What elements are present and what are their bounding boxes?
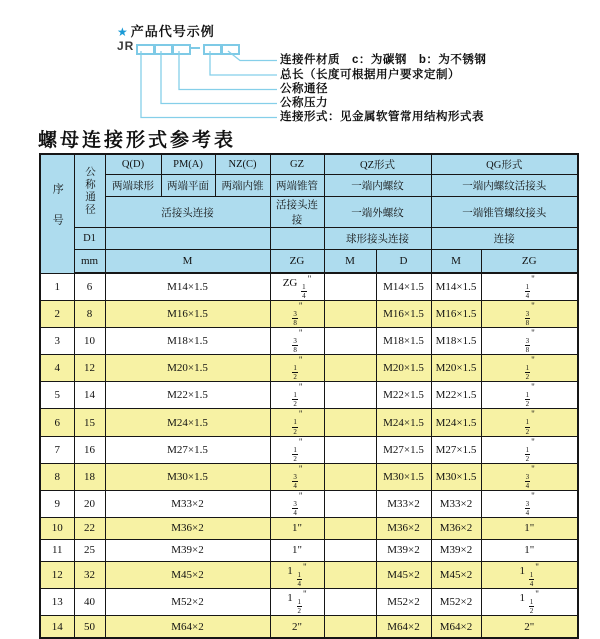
code-field-box-1 — [136, 44, 155, 55]
qz-m-cell — [324, 517, 376, 539]
m-cell: M64×2 — [105, 616, 270, 639]
qg-zg-cell: $\frac{3}{8}$ " — [481, 328, 578, 355]
qg-m-cell: M36×2 — [431, 517, 481, 539]
table-row — [40, 616, 578, 639]
row-no-cell: 9 — [40, 490, 74, 517]
gz-cell: $\frac{1}{2}$ " — [270, 409, 324, 436]
col-header-seq: 序号 — [40, 154, 74, 273]
qz-d-cell: M27×1.5 — [376, 436, 431, 463]
unit-m: M — [105, 250, 270, 274]
qg-m-cell: M52×2 — [431, 588, 481, 615]
code-dash — [190, 47, 200, 49]
product-code-heading — [117, 21, 215, 40]
unit-qg-zg: ZG — [481, 250, 578, 274]
qz-d-cell: M45×2 — [376, 561, 431, 588]
gz-cell: 2" — [270, 616, 324, 639]
m-cell: M33×2 — [105, 490, 270, 517]
row-no-cell: 2 — [40, 301, 74, 328]
header-unit: mm — [74, 250, 105, 274]
qz-d-cell: M52×2 — [376, 588, 431, 615]
qz-m-cell — [324, 382, 376, 409]
gz-cell: 1 $\frac{1}{4}$ " — [270, 561, 324, 588]
col-header-gz: GZ — [270, 154, 324, 175]
qg-m-cell: M24×1.5 — [431, 409, 481, 436]
qz-d-cell: M30×1.5 — [376, 463, 431, 490]
label-nominal-pressure: 公称压力 — [280, 97, 328, 109]
m-cell: M20×1.5 — [105, 355, 270, 382]
qg-m-cell: M22×1.5 — [431, 382, 481, 409]
qz-m-cell — [324, 328, 376, 355]
label-total-length: 总长（长度可根据用户要求定制） — [280, 68, 460, 81]
m-cell: M27×1.5 — [105, 436, 270, 463]
dn-cell: 6 — [74, 273, 105, 301]
code-field-box-5 — [221, 44, 240, 55]
row-no-cell: 6 — [40, 409, 74, 436]
ends-pm: 两端平面 — [161, 175, 215, 197]
code-field-box-3 — [172, 44, 191, 55]
col-header-qd: Q(D) — [105, 154, 161, 175]
qg-zg-cell: $\frac{1}{2}$ " — [481, 355, 578, 382]
qg-m-cell: M20×1.5 — [431, 355, 481, 382]
table-row — [40, 355, 578, 382]
dn-cell: 20 — [74, 490, 105, 517]
dn-cell: 40 — [74, 588, 105, 615]
dn-cell: 16 — [74, 436, 105, 463]
qg-m-cell: M14×1.5 — [431, 273, 481, 301]
dn-cell: 14 — [74, 382, 105, 409]
row-no-cell: 8 — [40, 463, 74, 490]
dn-cell: 8 — [74, 301, 105, 328]
m-cell: M16×1.5 — [105, 301, 270, 328]
qg-m-cell: M16×1.5 — [431, 301, 481, 328]
product-code-heading-text: 产品代号示例 — [130, 24, 215, 39]
dn-cell: 15 — [74, 409, 105, 436]
m-cell: M22×1.5 — [105, 382, 270, 409]
table-row — [40, 561, 578, 588]
gz-cell: $\frac{1}{2}$ " — [270, 436, 324, 463]
qz-d-cell: M24×1.5 — [376, 409, 431, 436]
nut-connection-table — [39, 153, 579, 639]
m-cell: M36×2 — [105, 517, 270, 539]
m-cell: M18×1.5 — [105, 328, 270, 355]
gz-cell: 1" — [270, 517, 324, 539]
conn-qpn: 活接头连接 — [105, 197, 270, 228]
row-no-cell: 10 — [40, 517, 74, 539]
unit-qz-d: D — [376, 250, 431, 274]
dn-cell: 22 — [74, 517, 105, 539]
qz-d-cell: M18×1.5 — [376, 328, 431, 355]
ends-nz: 两端内锥 — [215, 175, 270, 197]
qz-m-cell — [324, 273, 376, 301]
label-nominal-diameter: 公称通径 — [280, 83, 328, 95]
m-cell: M52×2 — [105, 588, 270, 615]
ends-qg: 一端内螺纹活接头 — [431, 175, 578, 197]
gz-cell: 1" — [270, 539, 324, 561]
unit-zg: ZG — [270, 250, 324, 274]
label-connection-form: 连接形式：见金属软管常用结构形式表 — [280, 111, 484, 123]
qg-m-cell: M27×1.5 — [431, 436, 481, 463]
qz-m-cell — [324, 436, 376, 463]
qz-m-cell — [324, 355, 376, 382]
gz-cell: $\frac{3}{4}$ " — [270, 490, 324, 517]
qz-d-cell: M33×2 — [376, 490, 431, 517]
qg-m-cell: M39×2 — [431, 539, 481, 561]
header-d1-blank-gz — [270, 228, 324, 250]
qz-d-cell: M16×1.5 — [376, 301, 431, 328]
header-d1: D1 — [74, 228, 105, 250]
table-row — [40, 463, 578, 490]
table-row — [40, 588, 578, 615]
table-row — [40, 517, 578, 539]
dn-cell: 50 — [74, 616, 105, 639]
table-row — [40, 301, 578, 328]
table-row — [40, 273, 578, 301]
qz-m-cell — [324, 301, 376, 328]
dn-cell: 18 — [74, 463, 105, 490]
conn2-qz: 球形接头连接 — [324, 228, 431, 250]
qz-d-cell: M20×1.5 — [376, 355, 431, 382]
label-material: 连接件材质 c：为碳钢 b：为不锈钢 — [280, 54, 487, 66]
unit-qz-m: M — [324, 250, 376, 274]
col-header-nz: NZ(C) — [215, 154, 270, 175]
qg-zg-cell: $\frac{1}{4}$ " — [481, 273, 578, 301]
row-no-cell: 7 — [40, 436, 74, 463]
qg-zg-cell: 1 $\frac{1}{4}$ " — [481, 561, 578, 588]
dn-cell: 12 — [74, 355, 105, 382]
m-cell: M45×2 — [105, 561, 270, 588]
conn-qz: 一端外螺纹 — [324, 197, 431, 228]
m-cell: M30×1.5 — [105, 463, 270, 490]
dn-cell: 32 — [74, 561, 105, 588]
table-row — [40, 539, 578, 561]
row-no-cell: 11 — [40, 539, 74, 561]
conn-qg: 一端锥管螺纹接头 — [431, 197, 578, 228]
table-title: 螺母连接形式参考表 — [38, 130, 237, 151]
code-field-box-2 — [154, 44, 173, 55]
row-no-cell: 4 — [40, 355, 74, 382]
gz-cell: 1 $\frac{1}{2}$ " — [270, 588, 324, 615]
row-no-cell: 1 — [40, 273, 74, 301]
qg-zg-cell: $\frac{1}{2}$ " — [481, 436, 578, 463]
row-no-cell: 12 — [40, 561, 74, 588]
qg-zg-cell: $\frac{3}{4}$ " — [481, 463, 578, 490]
row-no-cell: 5 — [40, 382, 74, 409]
qg-zg-cell: $\frac{3}{8}$ " — [481, 301, 578, 328]
unit-qg-m: M — [431, 250, 481, 274]
table-row — [40, 490, 578, 517]
qz-d-cell: M39×2 — [376, 539, 431, 561]
table-row — [40, 382, 578, 409]
qz-m-cell — [324, 539, 376, 561]
qg-zg-cell: $\frac{1}{2}$ " — [481, 382, 578, 409]
qg-m-cell: M30×1.5 — [431, 463, 481, 490]
code-prefix: JR — [117, 39, 135, 53]
conn2-qg: 连接 — [431, 228, 578, 250]
table-row — [40, 436, 578, 463]
row-no-cell: 13 — [40, 588, 74, 615]
star-icon: ★ — [117, 25, 129, 39]
qg-zg-cell: $\frac{3}{4}$ " — [481, 490, 578, 517]
gz-cell: $\frac{1}{2}$ " — [270, 355, 324, 382]
table-row — [40, 409, 578, 436]
dn-cell: 25 — [74, 539, 105, 561]
col-header-dn: 公称通径 — [74, 154, 105, 228]
gz-cell: $\frac{3}{4}$ " — [270, 463, 324, 490]
row-no-cell: 14 — [40, 616, 74, 639]
qg-m-cell: M64×2 — [431, 616, 481, 639]
qg-m-cell: M18×1.5 — [431, 328, 481, 355]
ends-qd: 两端球形 — [105, 175, 161, 197]
col-header-qg: QG形式 — [431, 154, 578, 175]
dn-cell: 10 — [74, 328, 105, 355]
qg-zg-cell: 1 $\frac{1}{2}$ " — [481, 588, 578, 615]
table-body — [40, 273, 578, 638]
ends-gz: 两端锥管 — [270, 175, 324, 197]
row-no-cell: 3 — [40, 328, 74, 355]
qz-d-cell: M14×1.5 — [376, 273, 431, 301]
table-row — [40, 328, 578, 355]
qg-zg-cell: 2" — [481, 616, 578, 639]
qz-m-cell — [324, 616, 376, 639]
qg-m-cell: M45×2 — [431, 561, 481, 588]
qg-zg-cell: 1" — [481, 539, 578, 561]
qz-m-cell — [324, 463, 376, 490]
qg-zg-cell: $\frac{1}{2}$ " — [481, 409, 578, 436]
code-field-box-4 — [203, 44, 222, 55]
header-d1-blank — [105, 228, 270, 250]
qz-m-cell — [324, 409, 376, 436]
qg-m-cell: M33×2 — [431, 490, 481, 517]
qz-m-cell — [324, 490, 376, 517]
gz-cell: $\frac{1}{2}$ " — [270, 382, 324, 409]
m-cell: M39×2 — [105, 539, 270, 561]
qz-m-cell — [324, 561, 376, 588]
qg-zg-cell: 1" — [481, 517, 578, 539]
qz-m-cell — [324, 588, 376, 615]
gz-cell: ZG $\frac{1}{4}$ " — [270, 273, 324, 301]
m-cell: M24×1.5 — [105, 409, 270, 436]
gz-cell: $\frac{3}{8}$ " — [270, 328, 324, 355]
col-header-qz: QZ形式 — [324, 154, 431, 175]
qz-d-cell: M36×2 — [376, 517, 431, 539]
ends-qz: 一端内螺纹 — [324, 175, 431, 197]
conn-gz: 活接头连接 — [270, 197, 324, 228]
qz-d-cell: M64×2 — [376, 616, 431, 639]
gz-cell: $\frac{3}{8}$ " — [270, 301, 324, 328]
m-cell: M14×1.5 — [105, 273, 270, 301]
qz-d-cell: M22×1.5 — [376, 382, 431, 409]
col-header-pm: PM(A) — [161, 154, 215, 175]
